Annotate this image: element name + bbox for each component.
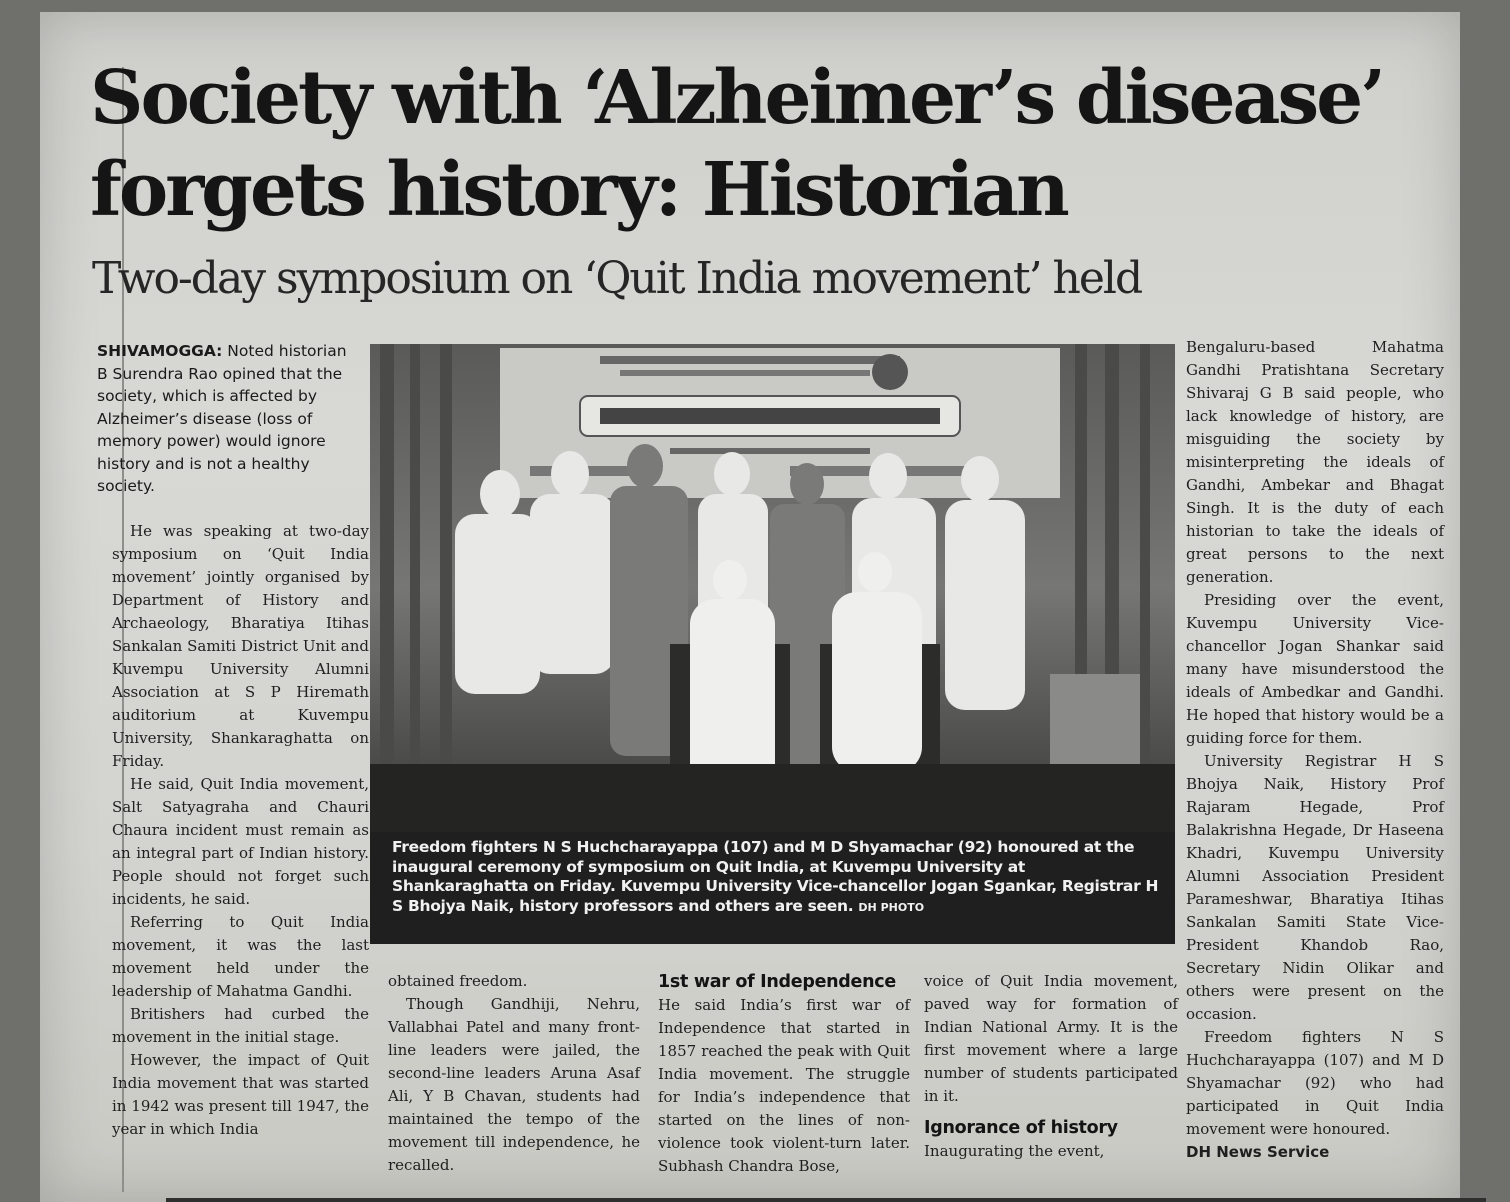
photo-credit: DH PHOTO xyxy=(858,900,925,914)
paragraph: He said, Quit India movement, Salt Satyagraha and Chauri Chaura incident must remain as an integral part of Indian history. People should not forget such incidents, he said. xyxy=(112,775,369,908)
headline-line-2: forgets history: Historian xyxy=(90,147,1067,233)
section-heading-first-war: 1st war of Independence xyxy=(658,972,896,992)
bottom-rule xyxy=(166,1198,1486,1202)
news-photo xyxy=(370,344,1175,944)
paragraph: voice of Quit India movement, paved way for formation of Indian National Army. It is the first movement where a large number of students participated in it. xyxy=(924,972,1178,1105)
byline: DH News Service xyxy=(1186,1143,1330,1161)
article-column-2 xyxy=(388,970,640,1177)
photo-image xyxy=(370,344,1175,832)
paragraph: obtained freedom. xyxy=(388,972,528,990)
article-column-5 xyxy=(1186,336,1444,1164)
paragraph: Though Gandhiji, Nehru, Vallabhai Patel and many front-line leaders were jailed, the second-line leaders Aruna Asaf Ali, Y B Chavan, students had maintained the tempo of the movement till independence, he recalled. xyxy=(388,995,640,1174)
paragraph: Referring to Quit India movement, it was the last movement held under the leadership of Mahatma Gandhi. xyxy=(112,913,369,1000)
paragraph: He said India’s first war of Independence that started in 1857 reached the peak with Quit India movement. The struggle for India’s independence that started on the lines of non-violence took violent-turn later. Subhash Chandra Bose, xyxy=(658,996,910,1175)
paragraph: He was speaking at two-day symposium on ‘Quit India movement’ jointly organised by Department of History and Archaeology, Bharatiya Itihas Sankalan Samiti District Unit and Kuvempu University Alumni Association at S P Hiremath auditorium at Kuvempu University, Shankaraghatta on Friday. xyxy=(112,522,369,770)
paragraph: Inaugurating the event, xyxy=(924,1142,1105,1160)
headline-line-1: Society with ‘Alzheimer’s disease’ xyxy=(90,55,1383,141)
paragraph: Freedom fighters N S Huchcharayappa (107) and M D Shyamachar (92) who had participated in Quit India movement were honoured. xyxy=(1186,1028,1444,1138)
caption-text: Freedom fighters N S Huchcharayappa (107) and M D Shyamachar (92) honoured at the inaugural ceremony of symposium on Quit India, at Kuvempu University at Shankaraghatta on Friday. Kuvempu University Vice-chancellor Jogan Sgankar, Registrar H S Bhojya Naik, history professors and others are seen. xyxy=(392,838,1159,915)
lead-text: Noted historian B Surendra Rao opined that the society, which is affected by Alzheimer’s disease (loss of memory power) would ignore history and is not a healthy society. xyxy=(97,342,347,495)
section-heading-ignorance: Ignorance of history xyxy=(924,1118,1118,1138)
subheadline: Two-day symposium on ‘Quit India movement’ held xyxy=(92,253,1142,304)
article-column-1 xyxy=(112,520,369,1141)
dateline: SHIVAMOGGA: xyxy=(97,342,223,360)
paragraph: Britishers had curbed the movement in the initial stage. xyxy=(112,1005,369,1046)
article-column-3 xyxy=(658,970,910,1178)
photo-caption xyxy=(392,838,1162,917)
paragraph: Bengaluru-based Mahatma Gandhi Pratishtana Secretary Shivaraj G B said people, who lack knowledge of history, are misguiding the society by misinterpreting the ideals of Gandhi, Ambekar and Bhagat Singh. It is the duty of each historian to take the ideals of great persons to the next generation. xyxy=(1186,338,1444,586)
lead-paragraph xyxy=(97,340,359,498)
paragraph: However, the impact of Quit India movement that was started in 1942 was present till 1947, the year in which India xyxy=(112,1051,369,1138)
paragraph: Presiding over the event, Kuvempu University Vice-chancellor Jogan Shankar said many have misunderstood the ideals of Ambedkar and Gandhi. He hoped that history would be a guiding force for them. xyxy=(1186,591,1444,747)
paragraph: University Registrar H S Bhojya Naik, History Prof Rajaram Hegade, Prof Balakrishna Hegade, Dr Haseena Khadri, Kuvempu University Alumni Association President Parameshwar, Bharatiya Itihas Sankalan Samiti State Vice-President Khandob Rao, Secretary Nidin Olikar and others were present on the occasion. xyxy=(1186,752,1444,1023)
article-column-4 xyxy=(924,970,1178,1163)
